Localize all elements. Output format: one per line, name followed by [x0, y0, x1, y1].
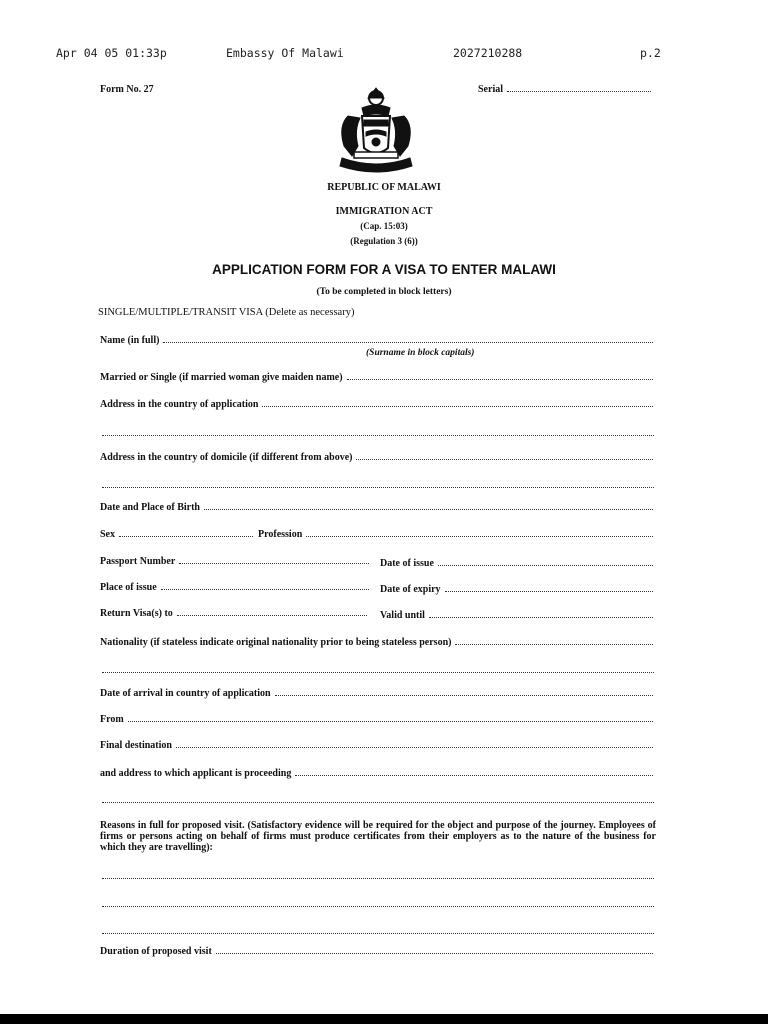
scan-edge	[0, 1014, 768, 1024]
valid-until-field[interactable]	[429, 616, 653, 618]
passport-field[interactable]	[179, 562, 369, 564]
return-visa-label: Return Visa(s) to	[100, 608, 173, 619]
married-label: Married or Single (if married woman give maiden name)	[100, 372, 343, 383]
visa-type-line: SINGLE/MULTIPLE/TRANSIT VISA (Delete as necessary)	[98, 307, 355, 318]
regulation-heading: (Regulation 3 (6))	[350, 236, 418, 246]
address-domicile-label: Address in the country of domicile (if different from above)	[100, 452, 353, 463]
cap-heading: (Cap. 15:03)	[360, 221, 408, 231]
from-field[interactable]	[128, 720, 653, 722]
coat-of-arms-icon	[328, 86, 424, 178]
name-field[interactable]	[163, 341, 653, 343]
place-issue-field[interactable]	[161, 588, 369, 590]
nationality-line-2[interactable]	[102, 672, 654, 673]
nationality-field[interactable]	[455, 643, 653, 645]
nationality-label: Nationality (if stateless indicate original nationality prior to being stateless person)	[100, 637, 452, 648]
final-destination-label: Final destination	[100, 740, 172, 751]
sex-label: Sex	[100, 529, 115, 540]
address-application-field[interactable]	[262, 405, 653, 407]
address-application-label: Address in the country of application	[100, 399, 259, 410]
dob-label: Date and Place of Birth	[100, 502, 200, 513]
sex-field[interactable]	[119, 535, 253, 537]
address-application-line-2[interactable]	[102, 435, 654, 436]
place-issue-label: Place of issue	[100, 582, 157, 593]
fax-page: p.2	[640, 46, 661, 60]
date-issue-field[interactable]	[438, 564, 653, 566]
surname-note: (Surname in block capitals)	[366, 348, 475, 358]
serial-label: Serial	[478, 84, 503, 95]
valid-until-label: Valid until	[380, 610, 425, 621]
reasons-line-3[interactable]	[102, 933, 654, 934]
address-proceeding-field[interactable]	[295, 774, 653, 776]
profession-field[interactable]	[306, 535, 653, 537]
date-expiry-label: Date of expiry	[380, 584, 441, 595]
return-visa-field[interactable]	[177, 614, 367, 616]
date-expiry-field[interactable]	[445, 590, 653, 592]
fax-phone: 2027210288	[453, 46, 523, 60]
date-issue-label: Date of issue	[380, 558, 434, 569]
act-heading: IMMIGRATION ACT	[335, 206, 433, 217]
from-label: From	[100, 714, 124, 725]
address-domicile-field[interactable]	[356, 458, 653, 460]
arrival-field[interactable]	[275, 694, 653, 696]
address-proceeding-line-2[interactable]	[102, 802, 654, 803]
final-destination-field[interactable]	[176, 746, 653, 748]
married-field[interactable]	[347, 378, 653, 380]
reasons-label: Reasons in full for proposed visit. (Satisfactory evidence will be required for the object and purpose of the journey. Employees of firms or persons acting on behalf of firms must produce certificates from their employers as to the nature of the business for which they are travelling):	[100, 820, 656, 853]
duration-field[interactable]	[216, 952, 653, 954]
form-subtitle: (To be completed in block letters)	[316, 287, 452, 297]
form-title: APPLICATION FORM FOR A VISA TO ENTER MALAWI	[212, 262, 556, 277]
form-number: Form No. 27	[100, 84, 154, 95]
dob-field[interactable]	[204, 508, 653, 510]
fax-sender: Embassy Of Malawi	[226, 46, 344, 60]
profession-label: Profession	[258, 529, 303, 540]
address-domicile-line-2[interactable]	[102, 487, 654, 488]
duration-label: Duration of proposed visit	[100, 946, 212, 957]
serial-field[interactable]	[507, 90, 651, 92]
passport-label: Passport Number	[100, 556, 176, 567]
address-proceeding-label: and address to which applicant is proceeding	[100, 768, 292, 779]
republic-heading: REPUBLIC OF MALAWI	[327, 182, 441, 193]
reasons-line-2[interactable]	[102, 906, 654, 907]
fax-timestamp: Apr 04 05 01:33p	[56, 46, 167, 60]
arrival-label: Date of arrival in country of application	[100, 688, 271, 699]
name-label: Name (in full)	[100, 335, 160, 346]
reasons-line-1[interactable]	[102, 878, 654, 879]
